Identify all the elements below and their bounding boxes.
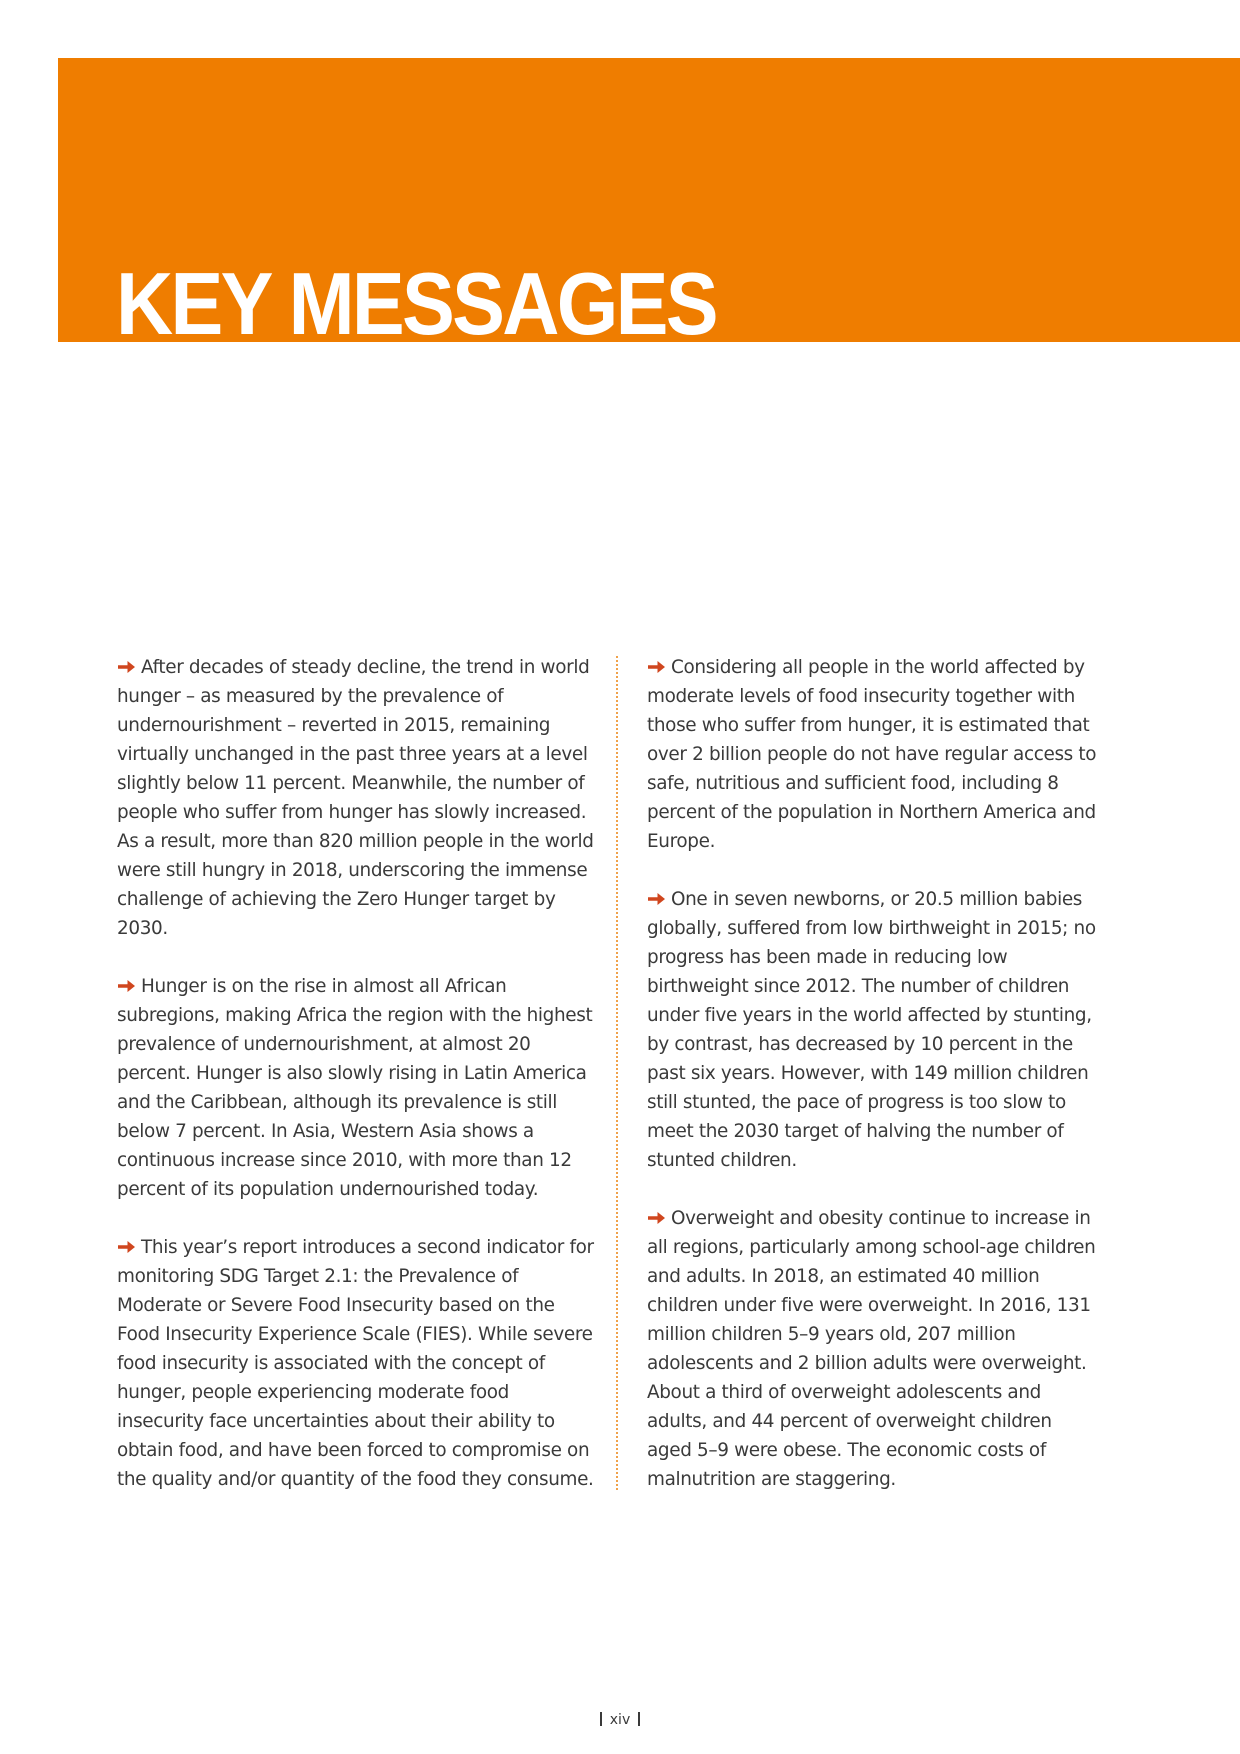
page-title: KEY MESSAGES — [116, 254, 716, 353]
left-column — [117, 653, 595, 1523]
key-message-text: Hunger is on the rise in almost all African subregions, making Africa the region with the highest prevalence of undernourishment, at almost 20 percent. Hunger is also slowly rising in Latin America and the Caribbean, although its prevalence is still below 7 percent. In Asia, Western Asia shows a continuous increase since 2010, with more than 12 percent of its population undernourished today. — [117, 976, 593, 1200]
column-divider — [616, 656, 618, 1490]
right-column — [647, 653, 1097, 1523]
key-message-1 — [117, 653, 595, 943]
arrow-right-icon — [647, 1211, 666, 1225]
key-message-text: One in seven newborns, or 20.5 million babies globally, suffered from low birthweight in 2015; no progress has been made in reducing low birthweight since 2012. The number of children under five years in the world affected by stunting, by contrast, has decreased by 10 percent in the past six years. However, with 149 million children still stunted, the pace of progress is too slow to meet the 2030 target of halving the number of stunted children. — [647, 889, 1096, 1171]
key-message-text: Overweight and obesity continue to increase in all regions, particularly among school-age children and adults. In 2018, an estimated 40 million children under five were overweight. In 2016, 131 million children 5–9 years old, 207 million adolescents and 2 billion adults were overweight. About a third of overweight adolescents and adults, and 44 percent of overweight children aged 5–9 were obese. The economic costs of malnutrition are staggering. — [647, 1208, 1096, 1490]
arrow-right-icon — [647, 892, 666, 906]
key-message-4 — [647, 653, 1097, 856]
arrow-right-icon — [117, 660, 136, 674]
footer-separator — [638, 1712, 640, 1726]
key-message-2 — [117, 972, 595, 1204]
header-banner — [58, 58, 1240, 353]
key-message-6 — [647, 1204, 1097, 1494]
page-number: xiv — [609, 1712, 631, 1728]
page-footer — [0, 1712, 1240, 1728]
key-message-3 — [117, 1233, 595, 1494]
arrow-right-icon — [117, 1240, 136, 1254]
key-message-text: Considering all people in the world affected by moderate levels of food insecurity together with those who suffer from hunger, it is estimated that over 2 billion people do not have regular access to safe, nutritious and sufficient food, including 8 percent of the population in Northern America and Europe. — [647, 657, 1097, 852]
arrow-right-icon — [647, 660, 666, 674]
key-message-5 — [647, 885, 1097, 1175]
key-message-text: After decades of steady decline, the trend in world hunger – as measured by the prevalence of undernourishment – reverted in 2015, remaining virtually unchanged in the past three years at a level slightly below 11 percent. Meanwhile, the number of people who suffer from hunger has slowly increased. As a result, more than 820 million people in the world were still hungry in 2018, underscoring the immense challenge of achieving the Zero Hunger target by 2030. — [117, 657, 594, 939]
footer-separator — [600, 1712, 602, 1726]
arrow-right-icon — [117, 979, 136, 993]
key-message-text: This year’s report introduces a second indicator for monitoring SDG Target 2.1: the Prevalence of Moderate or Severe Food Insecurity based on the Food Insecurity Experience Scale (FIES). While severe food insecurity is associated with the concept of hunger, people experiencing moderate food insecurity face uncertainties about their ability to obtain food, and have been forced to compromise on the quality and/or quantity of the food they consume. — [117, 1237, 594, 1490]
